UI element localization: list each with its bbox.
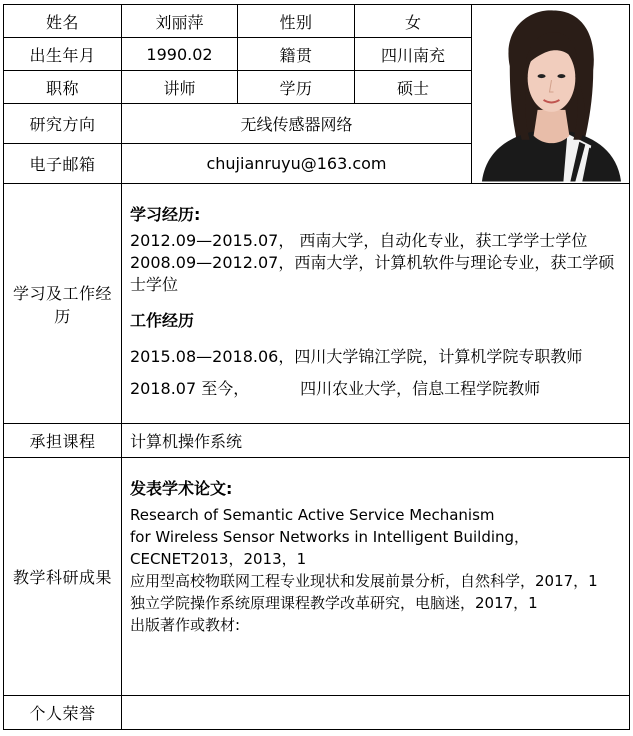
degree-label: 学历 — [238, 71, 355, 104]
research-results-content — [122, 458, 630, 696]
row-courses — [4, 424, 630, 458]
research-value: 无线传感器网络 — [122, 104, 472, 144]
origin-label: 籍贯 — [238, 38, 355, 71]
honors-value — [122, 696, 630, 730]
title-label: 职称 — [4, 71, 122, 104]
birth-value: 1990.02 — [122, 38, 238, 71]
courses-value: 计算机操作系统 — [122, 424, 630, 458]
row-name — [4, 5, 630, 38]
experience-content — [122, 184, 630, 424]
name-label: 姓名 — [4, 5, 122, 38]
courses-label: 承担课程 — [4, 424, 122, 458]
gender-value: 女 — [355, 5, 472, 38]
honors-label: 个人荣誉 — [4, 696, 122, 730]
row-honors — [4, 696, 630, 730]
gender-label: 性别 — [238, 5, 355, 38]
photo-cell — [472, 5, 630, 184]
work-heading: 工作经历 — [130, 311, 195, 330]
work-item: 2015.08—2018.06，四川大学锦江学院，计算机学院专职教师 — [130, 347, 583, 366]
row-experience — [4, 184, 630, 424]
degree-value: 硕士 — [355, 71, 472, 104]
birth-label: 出生年月 — [4, 38, 122, 71]
study-heading: 学习经历: — [130, 205, 201, 224]
study-item: 2012.09—2015.07， 西南大学，自动化专业，获工学学士学位 — [130, 231, 588, 250]
paper-item: 独立学院操作系统原理课程教学改革研究，电脑迷，2017，1 — [130, 594, 538, 612]
research-label: 研究方向 — [4, 104, 122, 144]
paper-item: Research of Semantic Active Service Mechanism — [130, 506, 495, 524]
profile-table — [3, 4, 630, 730]
email-label: 电子邮箱 — [4, 144, 122, 184]
title-value: 讲师 — [122, 71, 238, 104]
portrait-photo — [472, 6, 629, 182]
papers-heading: 发表学术论文: — [130, 479, 233, 498]
study-item: 2008.09—2012.07，西南大学，计算机软件与理论专业，获工学硕士学位 — [130, 253, 615, 294]
name-value: 刘丽萍 — [122, 5, 238, 38]
research-results-label: 教学科研成果 — [4, 458, 122, 696]
work-item: 2018.07 至今， 四川农业大学，信息工程学院教师 — [130, 379, 541, 398]
email-value: chujianruyu@163.com — [122, 144, 472, 184]
paper-item: 应用型高校物联网工程专业现状和发展前景分析，自然科学，2017，1 — [130, 572, 598, 590]
paper-item: for Wireless Sensor Networks in Intelligent Building，CECNET2013，2013，1 — [130, 528, 530, 568]
books-heading: 出版著作或教材: — [130, 616, 241, 634]
experience-label: 学习及工作经历 — [4, 184, 122, 424]
row-research-results — [4, 458, 630, 696]
origin-value: 四川南充 — [355, 38, 472, 71]
